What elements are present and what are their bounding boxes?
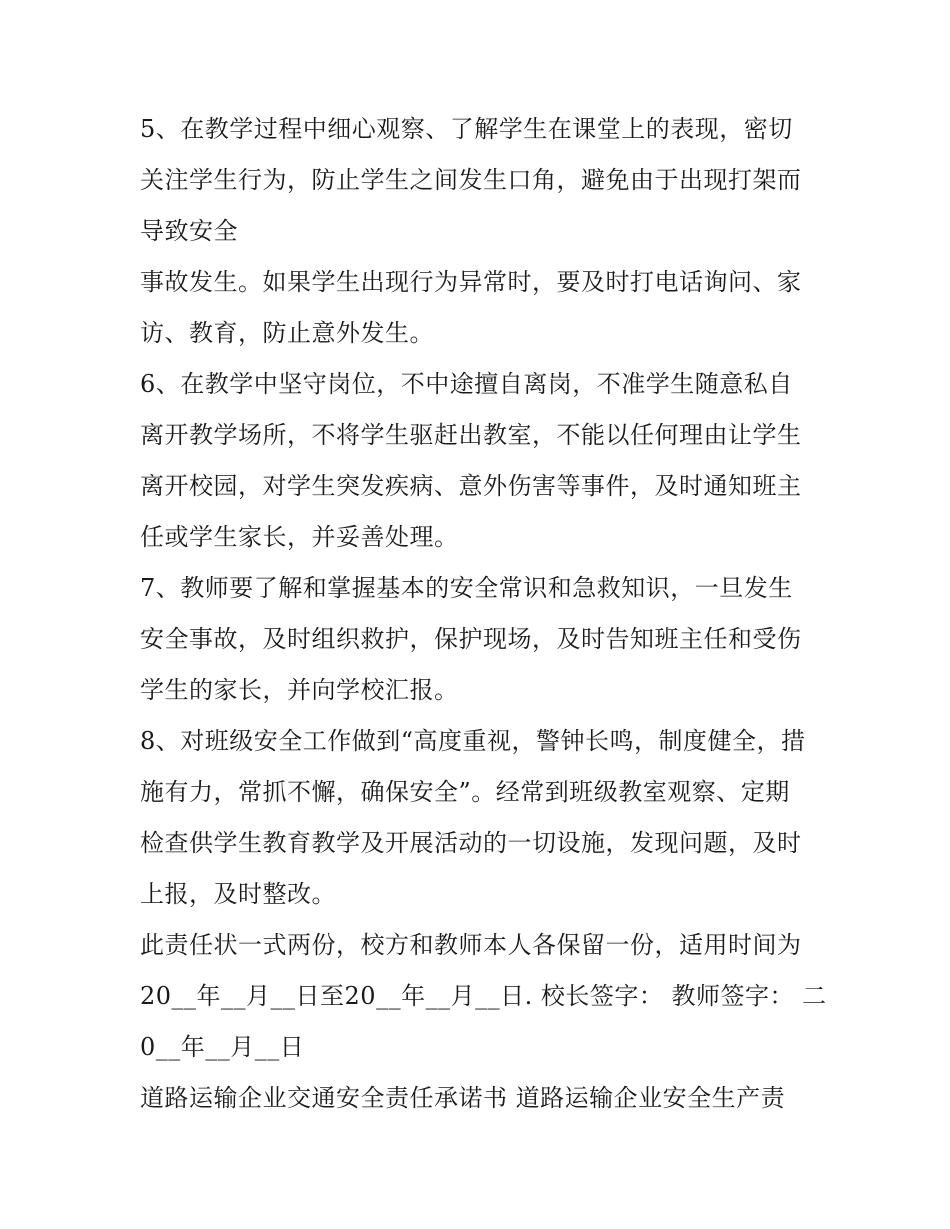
text-line: 安全事故，及时组织救护，保护现场，及时告知班主任和受伤 [140, 625, 802, 653]
text-line: 上报，及时整改。 [140, 880, 336, 908]
text-line: 道路运输企业交通安全责任承诺书 道路运输企业安全生产责 [140, 1084, 786, 1112]
text-line: 5、在教学过程中细心观察、了解学生在课堂上的表现，密切 [140, 115, 793, 143]
text-line: 8、对班级安全工作做到“高度重视，警钟长鸣，制度健全，措 [140, 727, 806, 755]
text-line: 7、教师要了解和掌握基本的安全常识和急救知识，一旦发生 [140, 574, 793, 602]
text-line: 离开教学场所，不将学生驱赶出教室，不能以任何理由让学生 [140, 421, 802, 449]
text-line: 学生的家长，并向学校汇报。 [140, 676, 459, 704]
text-line: 访、教育，防止意外发生。 [140, 319, 434, 347]
text-line: 施有力，常抓不懈，确保安全”。经常到班级教室观察、定期 [140, 778, 790, 806]
text-line: 任或学生家长，并妥善处理。 [140, 523, 459, 551]
text-line: 离开校园，对学生突发疾病、意外伤害等事件，及时通知班主 [140, 472, 802, 500]
text-line: 0__年__月__日 [140, 1033, 305, 1061]
text-line: 此责任状一式两份，校方和教师本人各保留一份，适用时间为 [140, 931, 802, 959]
text-line: 检查供学生教育教学及开展活动的一切设施，发现问题，及时 [140, 829, 802, 857]
text-line: 20__年__月__日至20__年__月__日. 校长签字： 教师签字： 二 [140, 982, 827, 1010]
text-line: 导致安全 [140, 217, 238, 245]
text-line: 关注学生行为，防止学生之间发生口角，避免由于出现打架而 [140, 166, 802, 194]
document-body [140, 104, 827, 1124]
text-line: 事故发生。如果学生出现行为异常时，要及时打电话询问、家 [140, 268, 802, 296]
text-line: 6、在教学中坚守岗位，不中途擅自离岗，不准学生随意私自 [140, 370, 793, 398]
